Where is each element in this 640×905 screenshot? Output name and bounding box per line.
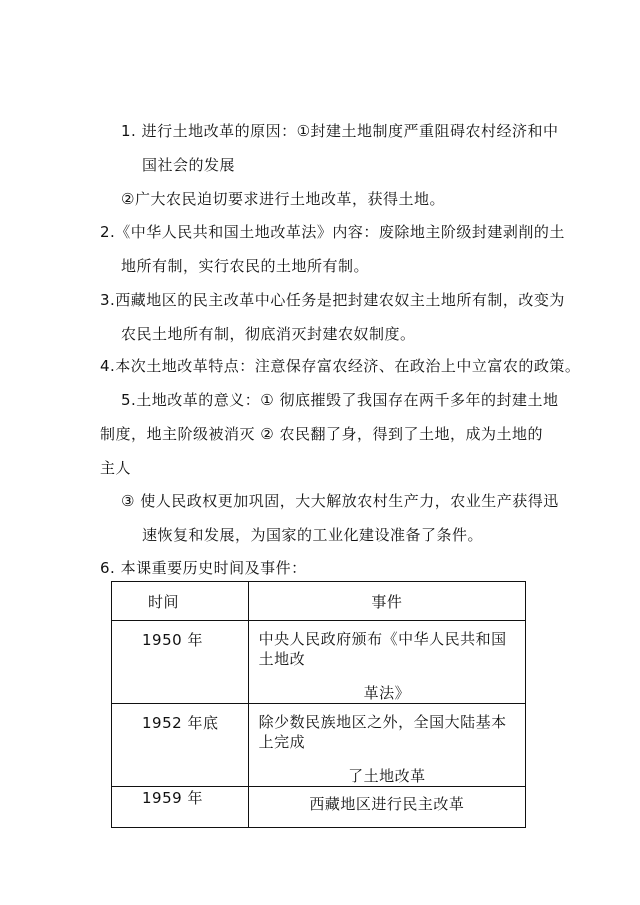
events-table [111,581,526,828]
header-time: 时间 [112,582,249,621]
row-2-event-line-1: 除少数民族地区之外，全国大陆基本上完成 [258,713,507,751]
point-5-line-4: ③ 使人民政权更加巩固，大大解放农村生产力，农业生产获得迅 [121,492,559,510]
row-1-event-line-1: 中央人民政府颁布《中华人民共和国土地改 [258,630,507,668]
table-row [112,787,526,828]
point-5-line-1: 5.土地改革的意义：① 彻底摧毁了我国存在两千多年的封建土地 [121,391,559,409]
row-3-event: 西藏地区进行民主改革 [248,787,525,828]
point-5-line-2: 制度，地主阶级被消灭 ② 农民翻了身，得到了土地，成为土地的 [100,425,543,443]
row-2-event-line-2: 了土地改革 [348,767,426,785]
row-1-event [248,621,525,704]
row-3-time: 1959 年 [112,787,249,828]
row-2-time: 1952 年底 [112,704,249,787]
point-1-line-2: 国社会的发展 [142,156,236,174]
point-6-heading: 6. 本课重要历史时间及事件： [100,559,307,577]
row-1-time: 1950 年 [112,621,249,704]
table-row [112,621,526,704]
point-2-line-2: 地所有制，实行农民的土地所有制。 [121,257,370,275]
table-header-row [112,582,526,621]
point-2-line-1: 2.《中华人民共和国土地改革法》内容：废除地主阶级封建剥削的土 [100,223,565,241]
header-event: 事件 [248,582,525,621]
point-4-line-1: 4.本次土地改革特点：注意保存富农经济、在政治上中立富农的政策。 [100,357,581,375]
point-3-line-1: 3.西藏地区的民主改革中心任务是把封建农奴主土地所有制，改变为 [100,291,565,309]
point-3-line-2: 农民土地所有制，彻底消灭封建农奴制度。 [121,325,416,343]
row-2-event [248,704,525,787]
row-1-event-line-2: 革法》 [363,684,411,702]
point-5-line-5: 速恢复和发展，为国家的工业化建设准备了条件。 [142,526,484,544]
point-1-line-3: ②广大农民迫切要求进行土地改革，获得土地。 [121,190,445,208]
point-5-line-3: 主人 [100,459,132,477]
point-1-line-1: 1. 进行土地改革的原因：①封建土地制度严重阻碍农村经济和中 [121,122,559,140]
table-row [112,704,526,787]
